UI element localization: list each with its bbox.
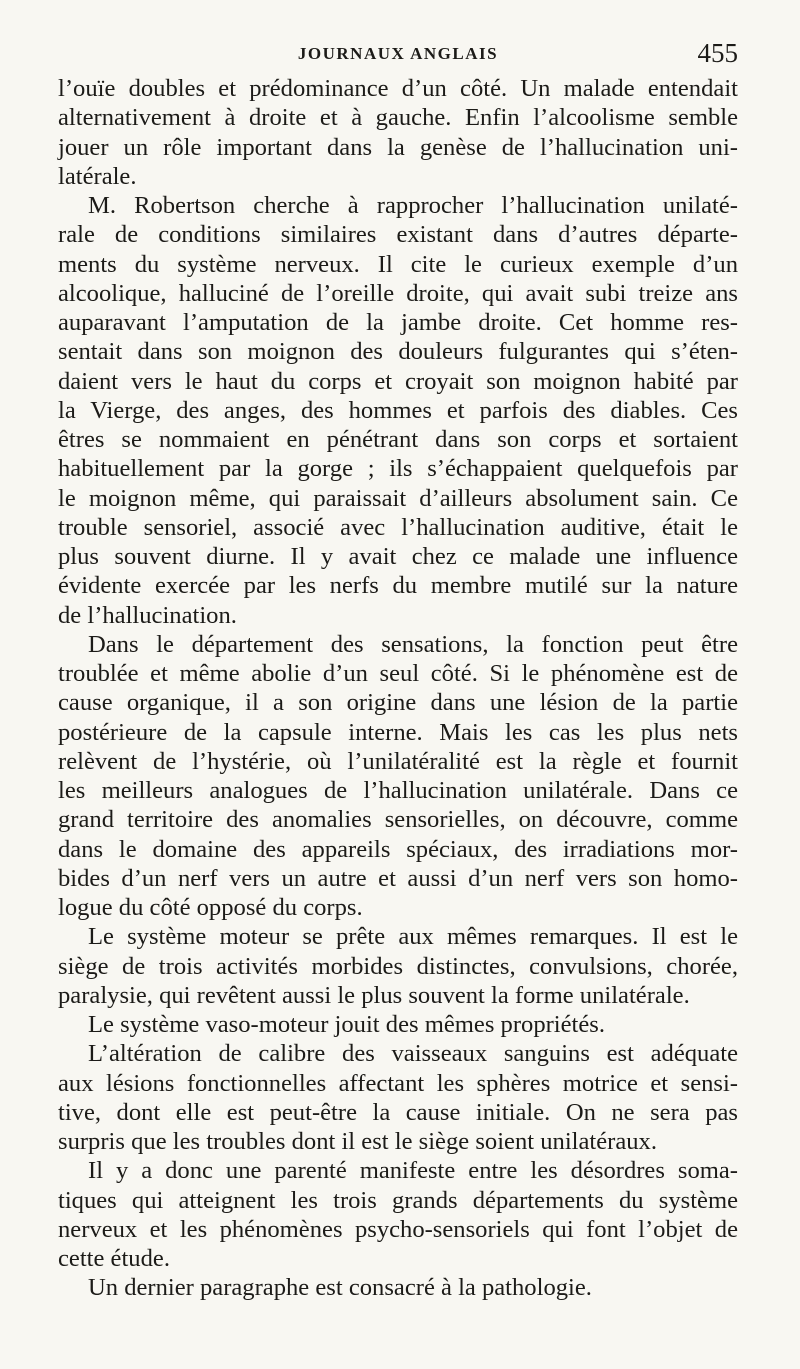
- text-line: Un dernier paragraphe est consacré à la pathologie.: [88, 1274, 592, 1302]
- page-header: [58, 38, 738, 70]
- text-line: bides d’un nerf vers un autre et aussi d’un nerf vers son homo-: [58, 864, 738, 892]
- text-line: jouer un rôle important dans la genèse de l’hallucination uni-: [58, 133, 738, 161]
- text-line: de l’hallucination.: [58, 601, 237, 629]
- body-text: [58, 74, 738, 1303]
- page-number: 455: [697, 38, 738, 68]
- text-line: évidente exercée par les nerfs du membre mutilé sur la nature: [58, 572, 738, 600]
- text-line: tive, dont elle est peut-être la cause initiale. On ne sera pas: [58, 1098, 738, 1126]
- text-line: trouble sensoriel, associé avec l’hallucination auditive, était le: [58, 513, 738, 541]
- text-line: paralysie, qui revêtent aussi le plus souvent la forme unilatérale.: [58, 981, 690, 1009]
- text-line: aux lésions fonctionnelles affectant les sphères motrice et sensi-: [58, 1069, 738, 1097]
- text-line: Il y a donc une parenté manifeste entre les désordres soma-: [88, 1157, 738, 1185]
- text-line: plus souvent diurne. Il y avait chez ce malade une influence: [58, 543, 738, 570]
- text-line: siège de trois activités morbides distinctes, convulsions, chorée,: [58, 952, 738, 980]
- text-line: relèvent de l’hystérie, où l’unilatéralité est la règle et fournit: [58, 747, 738, 775]
- text-line: le moignon même, qui paraissait d’ailleurs absolument sain. Ce: [58, 484, 738, 512]
- text-line: L’altération de calibre des vaisseaux sanguins est adéquate: [88, 1040, 738, 1068]
- text-line: dans le domaine des appareils spéciaux, des irradiations mor-: [58, 835, 738, 863]
- running-head: JOURNAUX ANGLAIS: [297, 44, 499, 63]
- text-line: ments du système nerveux. Il cite le curieux exemple d’un: [58, 250, 738, 278]
- text-line: M. Robertson cherche à rapprocher l’hallucination unilaté-: [88, 192, 738, 219]
- text-line: latérale.: [58, 162, 137, 190]
- text-line: Le système vaso-moteur jouit des mêmes propriétés.: [88, 1011, 606, 1038]
- text-line: sentait dans son moignon des douleurs fulgurantes qui s’éten-: [58, 338, 738, 366]
- text-line: Dans le département des sensations, la fonction peut être: [88, 630, 738, 658]
- text-line: postérieure de la capsule interne. Mais les cas les plus nets: [58, 718, 738, 746]
- text-line: surpris que les troubles dont il est le siège soient unilatéraux.: [58, 1128, 658, 1155]
- text-line: alternativement à droite et à gauche. Enfin l’alcoolisme semble: [58, 104, 738, 132]
- text-line: cette étude.: [58, 1245, 170, 1272]
- text-line: les meilleurs analogues de l’hallucination unilatérale. Dans ce: [58, 777, 738, 804]
- text-line: Le système moteur se prête aux mêmes remarques. Il est le: [88, 923, 738, 951]
- text-line: nerveux et les phénomènes psycho-sensoriels qui font l’objet de: [58, 1215, 738, 1243]
- text-line: troublée et même abolie d’un seul côté. Si le phénomène est de: [58, 660, 738, 687]
- text-line: alcoolique, halluciné de l’oreille droite, qui avait subi treize ans: [58, 279, 738, 307]
- text-line: logue du côté opposé du corps.: [58, 894, 363, 921]
- text-line: l’ouïe doubles et prédominance d’un côté. Un malade entendait: [58, 75, 738, 102]
- text-line: cause organique, il a son origine dans une lésion de la partie: [58, 689, 738, 717]
- text-line: tiques qui atteignent les trois grands départements du système: [58, 1186, 738, 1214]
- text-line: habituellement par la gorge ; ils s’échappaient quelquefois par: [58, 455, 738, 483]
- text-line: êtres se nommaient en pénétrant dans son corps et sortaient: [58, 426, 738, 453]
- text-line: auparavant l’amputation de la jambe droite. Cet homme res-: [58, 309, 738, 336]
- text-line: la Vierge, des anges, des hommes et parfois des diables. Ces: [58, 396, 738, 424]
- text-line: grand territoire des anomalies sensorielles, on découvre, comme: [58, 806, 738, 834]
- text-line: daient vers le haut du corps et croyait son moignon habité par: [58, 367, 738, 395]
- text-line: rale de conditions similaires existant dans d’autres départe-: [58, 221, 738, 249]
